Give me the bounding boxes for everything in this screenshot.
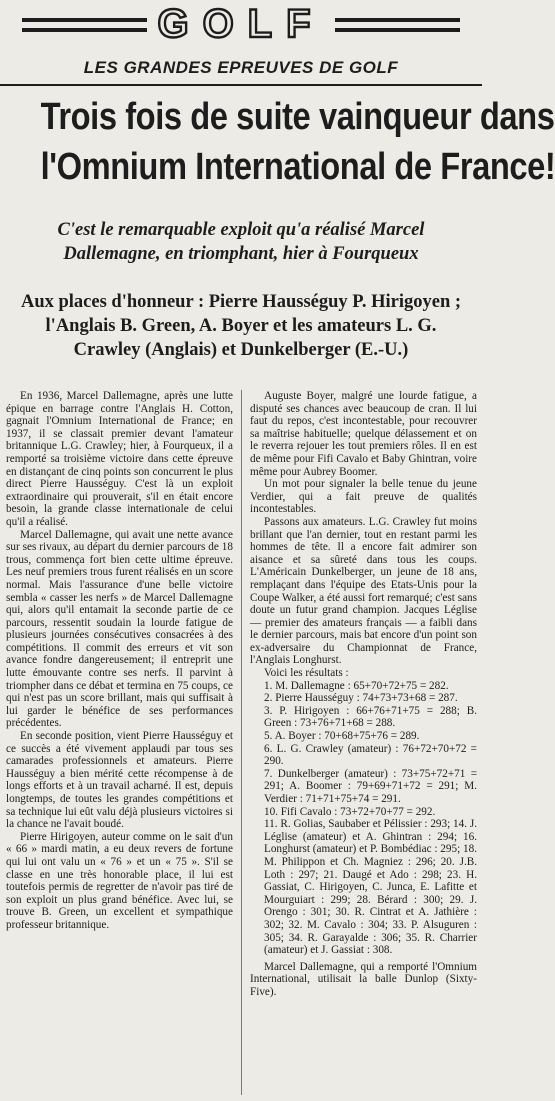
paragraph: Auguste Boyer, malgré une lourde fatigue, a disputé ses chances avec beaucoup de cran. Il lui faut du repos, c'est incontestable, pour recouvrer sa maîtrise habituelle; quelque délassement et on le reverra rejouer les tout premiers rôles. Il en est de même pour Fifi Cavalo et Baby Ghintran, voire même pour Aubrey Boomer. xyxy=(250,390,477,478)
deck: C'est le remarquable exploit qu'a réalisé Marcel Dallemagne, en triomphant, hier à Fourqueux xyxy=(57,220,425,264)
paragraph: En 1936, Marcel Dallemagne, après une lutte épique en barrage contre l'Anglais H. Cotton, gagnait l'Omnium International de France; en 1937, il se classait premier devant l'amateur britannique L.G. Crawley; hier, à Fourqueux, il a remporté sa troisième victoire dans cette épreuve en distançant de cinq points son concurrent le plus direct Pierre Hausséguy. C'est là un exploit extraordinaire qui prouverait, s'il en était encore besoin, la grande classe internationale de celui qu'il a réalisé. xyxy=(6,390,233,528)
result-line: 1. M. Dallemagne : 65+70+72+75 = 282. xyxy=(264,679,449,692)
paragraph: Marcel Dallemagne, qui avait une nette avance sur ses rivaux, au départ du dernier parcours de 18 trous, commença fort bien cette ultime épreuve. Les neuf premiers trous furent réalisés en un score normal. Mais l'assurance d'une belle victoire sembla « casser les nerfs » de Marcel Dallemagne qui, alors qu'il entamait la seconde partie de ce parcours, ressentit soudain la lourde fatigue de plusieurs journées consécutives consacrées à des compétitions. Il commit des erreurs et vit son avance fondre dangereusement; il entreprit une lutte émouvante contre ses nerfs. Il parvint à triompher dans ce débat et termina en 75 coups, ce qui n'est pas un score brillant, mais qui suffisait à lui garder le bénéfice de ses performances précédentes. xyxy=(6,528,233,730)
result-line: 10. Fifi Cavalo : 73+72+70+77 = 292. xyxy=(264,805,436,818)
section-title: GOLF xyxy=(147,2,334,46)
paragraph: Voici les résultats : xyxy=(264,667,349,680)
headline xyxy=(40,92,555,192)
paragraph: Passons aux amateurs. L.G. Crawley fut moins brillant que l'an dernier, tout en restant parmi les hommes de tête. Il a encore fait admirer son aisance et sa sûreté dans tous les coups. L'Américain Dunkelberger, un jeune de 18 ans, remplaçant dans l'équipe des Etats-Unis pour la Coupe Walker, a été aussi fort remarqué; c'est sans doute un futur grand champion. Jacques Léglise — premier des amateurs français — a faibli dans le dernier parcours, mais bat encore d'un point son ex-adversaire du Championnat de France, l'Anglais Longhurst. xyxy=(250,515,477,667)
left-column xyxy=(6,390,233,1095)
result-line: 5. A. Boyer : 70+68+75+76 = 289. xyxy=(264,730,420,743)
result-line: 6. L. G. Crawley (amateur) : 76+72+70+72 = 290. xyxy=(264,742,477,768)
kicker: LES GRANDES EPREUVES DE GOLF xyxy=(83,58,399,77)
result-line: 7. Dunkelberger (amateur) : 73+75+72+71 = 291; A. Boomer : 79+69+71+72 = 291; M. Verdier : 71+71+75+74 = 291. xyxy=(264,767,477,805)
paragraph: En seconde position, vient Pierre Hausséguy et ce succès a été vivement applaudi par tous ses camarades professionnels et amateurs. Pierre Hausséguy a bien mérité cette récompense à de longs efforts et à un travail acharné. Il est, depuis longtemps, de toutes les grandes compétitions et sa technique lui eût valu déjà plusieurs victoires si la chance ne l'avait boudé. xyxy=(6,730,233,831)
result-line: 3. P. Hirigoyen : 66+76+71+75 = 288; B. Green : 73+76+71+68 = 288. xyxy=(264,704,477,730)
headline-line-2: l'Omnium International de France! xyxy=(40,146,555,188)
result-line: 2. Pierre Hausséguy : 74+73+73+68 = 287. xyxy=(264,692,458,705)
kicker-rule xyxy=(0,84,482,86)
result-line: 11. R. Golias, Saubaber et Pélissier : 293; 14. J. Léglise (amateur) et A. Ghintran : 294; 16. Longhurst (amateur) et P. Bombédiac : 295; 18. M. Philippon et Ch. Magniez : 296; 20. J.B. Loth : 297; 21. Daugé et Ado : 298; 23. H. Gassiat, C. Hirigoyen, C. Junca, E. Lafitte et Mourguiart : 299; 28. Bérard : 300; 29. J. Orengo : 301; 30. R. Cintrat et A. Jathière : 302; 32. M. Cavalo : 304; 33. P. Alsuguren : 305; 34. R. Garayalde : 306; 35. R. Charrier (amateur) et J. Gassiat : 308. xyxy=(264,818,477,957)
article-body xyxy=(6,390,478,1095)
subdeck: Aux places d'honneur : Pierre Hausséguy P. Hirigoyen ; l'Anglais B. Green, A. Boyer et les amateurs L. G. Crawley (Anglais) et Dunkelberger (E.-U.) xyxy=(20,292,462,360)
paragraph: Un mot pour signaler la belle tenue du jeune Verdier, qui a fait preuve de qualités incontestables. xyxy=(250,478,477,516)
column-divider xyxy=(241,390,242,1095)
headline-line-1: Trois fois de suite vainqueur dans xyxy=(40,96,555,138)
right-column xyxy=(250,390,477,1095)
section-masthead xyxy=(22,4,460,44)
closing-paragraph: Marcel Dallemagne, qui a remporté l'Omnium International, utilisait la balle Dunlop (Sixty-Five). xyxy=(250,960,477,998)
paragraph: Pierre Hirigoyen, auteur comme on le sait d'un « 66 » mardi matin, a eu deux revers de fortune qui lui ont valu un « 76 » et un « 75 ». S'il se classe en une très honorable place, il lui est toutefois permis de regretter de n'avoir pas tiré de son exploit un plus grand bénéfice. Avec lui, se trouve B. Green, un excellent et sympathique professeur britannique. xyxy=(6,830,233,931)
